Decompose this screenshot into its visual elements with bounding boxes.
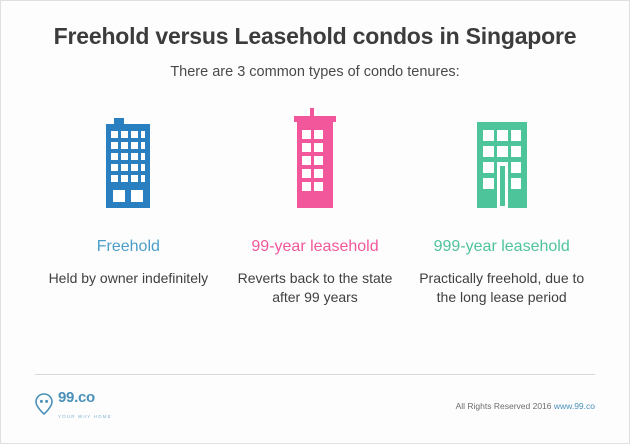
logo-text	[58, 390, 112, 422]
blue-office-building-icon	[98, 106, 158, 216]
page-subtitle: There are 3 common types of condo tenures:	[170, 64, 460, 80]
tenure-description-99-year: Reverts back to the state after 99 years	[237, 270, 393, 306]
footer-divider	[35, 374, 595, 375]
pink-tower-building-icon	[280, 106, 350, 216]
tenure-column-99-year	[222, 106, 409, 308]
location-pin-icon	[35, 393, 53, 420]
tenure-label-freehold: Freehold	[96, 238, 160, 255]
logo-tagline: YOUR WAY HOME	[58, 414, 112, 419]
tenure-description-999-year: Practically freehold, due to the long lease period	[419, 270, 585, 306]
tenure-description-freehold: Held by owner indefinitely	[48, 270, 209, 286]
footer	[35, 386, 595, 426]
tenure-label-999-year: 999-year leasehold	[433, 238, 570, 255]
copyright-text: All Rights Reserved 2016	[455, 401, 552, 411]
tenure-column-999-year	[408, 106, 595, 308]
tenure-column-freehold	[35, 106, 222, 308]
copyright-line	[456, 401, 595, 411]
logo-wordmark: 99.co	[58, 389, 95, 406]
brand-logo[interactable]	[35, 390, 112, 422]
tenure-label-99-year: 99-year leasehold	[251, 238, 379, 255]
green-apartment-building-icon	[469, 106, 535, 216]
tenure-columns	[35, 106, 595, 308]
page-title: Freehold versus Leasehold condos in Singapore	[53, 23, 577, 49]
website-link[interactable]: www.99.co	[553, 401, 595, 411]
